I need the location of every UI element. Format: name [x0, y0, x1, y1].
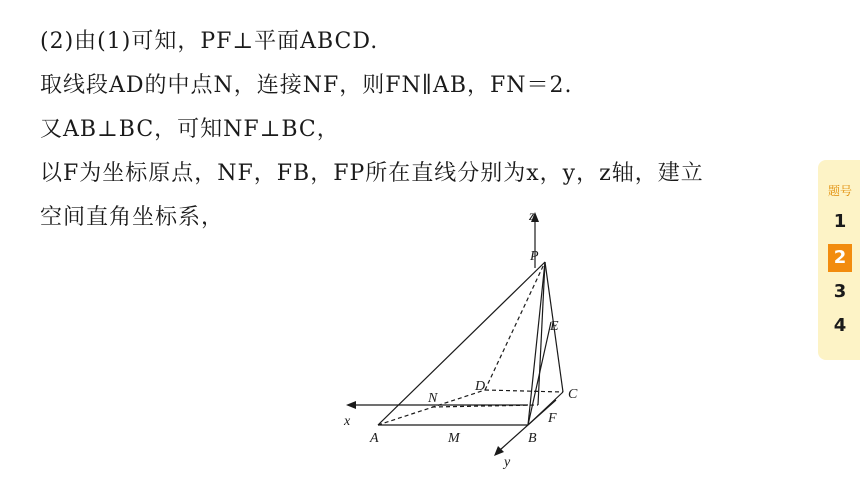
label-F: F [548, 411, 557, 426]
question-nav-panel [818, 160, 860, 360]
label-y: y [504, 455, 511, 470]
label-D: D [475, 379, 486, 394]
edge-PA [378, 262, 545, 425]
label-E: E [550, 319, 559, 334]
x-axis-arrow [346, 401, 356, 409]
edge-DC [485, 390, 563, 392]
label-z: z [529, 209, 535, 224]
solution-line-3: 又AB⊥BC，可知NF⊥BC， [40, 117, 340, 142]
edge-BC [528, 392, 563, 425]
label-M: M [448, 431, 460, 446]
solution-line-4: 以F为坐标原点，NF，FB，FP所在直线分别为x，y，z轴，建立 [40, 161, 704, 186]
question-nav-item-4[interactable]: 4 [833, 315, 847, 336]
edge-PF [538, 262, 545, 405]
question-nav-item-3[interactable]: 3 [833, 281, 847, 302]
label-N: N [428, 391, 438, 406]
geometry-figure [330, 200, 590, 480]
label-C: C [568, 387, 578, 402]
label-B: B [528, 431, 537, 446]
edge-PB [528, 262, 545, 425]
question-nav-title: 题号 [827, 184, 852, 198]
label-x: x [344, 414, 351, 429]
solution-line-5: 空间直角坐标系， [40, 205, 225, 230]
solution-line-1: (2)由(1)可知，PF⊥平面ABCD. [40, 29, 379, 54]
solution-line-2: 取线段AD的中点N，连接NF，则FN∥AB，FN＝2. [40, 73, 573, 98]
edge-BE [528, 322, 551, 425]
label-A: A [370, 431, 379, 446]
edge-PD [485, 262, 545, 390]
question-nav-item-2[interactable]: 2 [828, 244, 852, 272]
pyramid-diagram [330, 200, 590, 480]
question-nav-item-1[interactable]: 1 [833, 211, 847, 232]
label-P: P [530, 249, 539, 264]
